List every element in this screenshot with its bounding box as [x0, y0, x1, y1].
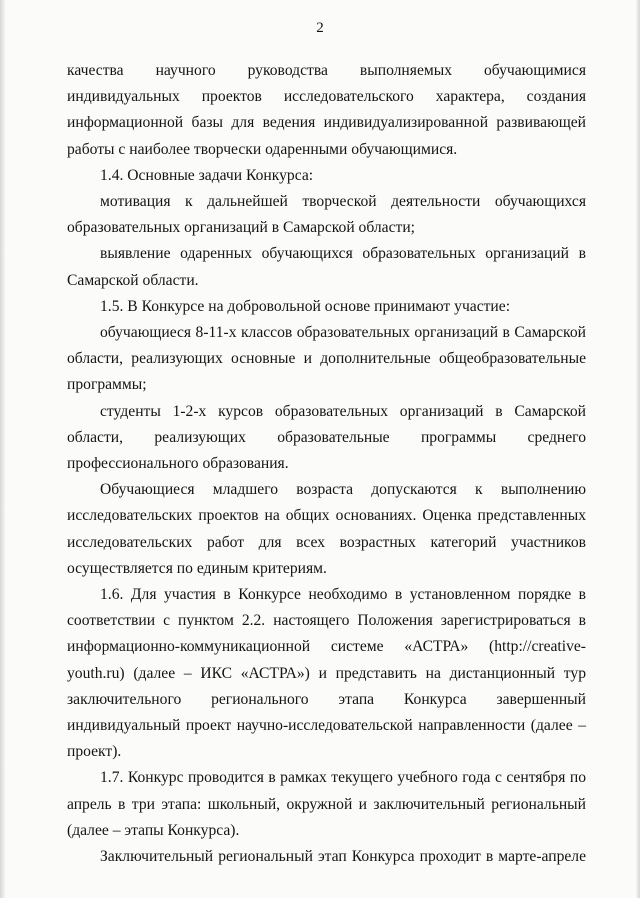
paragraph-participants-students: студенты 1-2-х курсов образовательных организаций в Самарской области, реализующих образовательные программы среднего профессионального образования.	[67, 402, 586, 473]
paragraph-task-identification: выявление одаренных обучающихся образовательных организаций в Самарской области.	[67, 245, 586, 289]
paragraph-task-motivation: мотивация к дальнейшей творческой деятельности обучающихся образовательных организаций в Самарской области;	[67, 193, 586, 237]
scan-edge-left	[0, 0, 5, 898]
paragraph-final-stage: Заключительный региональный этап Конкурса проходит в марте-апреле	[100, 848, 586, 866]
paragraph-section-1-6: 1.6. Для участия в Конкурсе необходимо в установленном порядке в соответствии с пунктом 2.2. настоящего Положения зарегистрироваться в информационно-коммуникационной системе «АСТРА» (http://creative-youth.ru) (далее – ИКС «АСТРА») и представить на дистанционный тур заключительного регионального этапа Конкурса завершенный индивидуальный проект научно-исследовательской направленности (далее – проект).	[67, 586, 586, 761]
document-body	[67, 58, 586, 870]
paragraph-section-1-7: 1.7. Конкурс проводится в рамках текущего учебного года с сентября по апрель в три этапа: школьный, окружной и заключительный региональный (далее – этапы Конкурса).	[67, 769, 586, 839]
paragraph-participants-pupils: обучающиеся 8-11-х классов образовательных организаций в Самарской области, реализующих основные и дополнительные общеобразовательные программы;	[67, 324, 586, 394]
paragraph-younger-participants: Обучающиеся младшего возраста допускаются к выполнению исследовательских проектов на общих основаниях. Оценка представленных исследовательских работ для всех возрастных категорий участников осуществляется по единым критериям.	[67, 481, 586, 577]
paragraph-section-1-5: 1.5. В Конкурсе на добровольной основе принимают участие:	[100, 297, 511, 315]
paragraph-intro-continuation: качества научного руководства выполняемых обучающимися индивидуальных проектов исследовательского характера, создания информационной базы для ведения индивидуализированной развивающей работы с наиболее творчески одаренными обучающимися.	[67, 62, 586, 158]
paragraph-section-1-4: 1.4. Основные задачи Конкурса:	[100, 166, 314, 184]
scan-edge-right	[636, 0, 640, 898]
page-number: 2	[316, 20, 324, 36]
